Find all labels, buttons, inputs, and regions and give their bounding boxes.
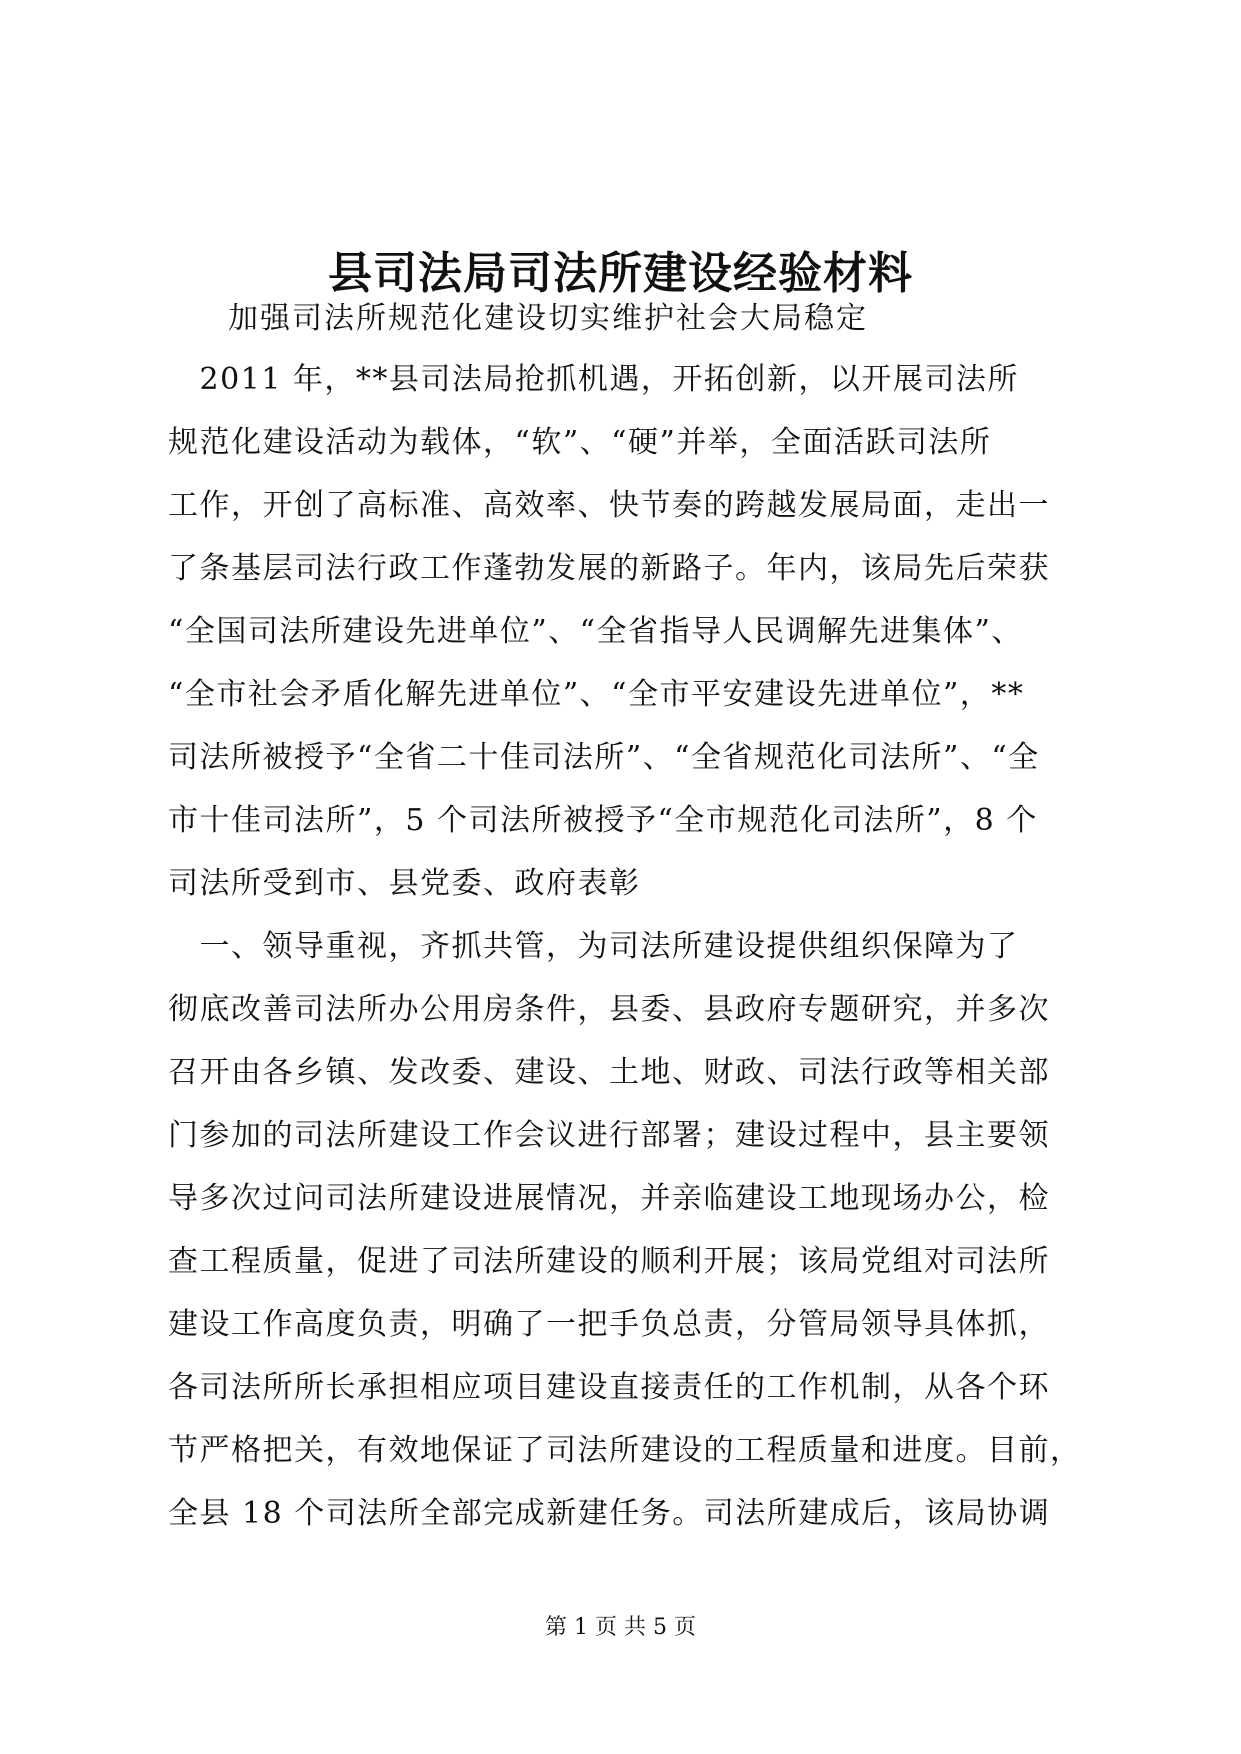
body-line: 全县 18 个司法所全部完成新建任务。司法所建成后，该局协调 (168, 1496, 1051, 1531)
body-line: 工作，开创了高标准、高效率、快节奏的跨越发展局面，走出一 (168, 488, 1050, 523)
page-number: 第 1 页 共 5 页 (545, 1615, 696, 1640)
body-line: “全市社会矛盾化解先进单位”、“全市平安建设先进单位”，** (168, 677, 1025, 712)
body-line: 召开由各乡镇、发改委、建设、土地、财政、司法行政等相关部 (168, 1055, 1050, 1090)
body-line: 各司法所所长承担相应项目建设直接责任的工作机制，从各个环 (168, 1370, 1050, 1405)
body-line: 规范化建设活动为载体，“软”、“硬”并举，全面活跃司法所 (168, 425, 992, 460)
body-line: “全国司法所建设先进单位”、“全省指导人民调解先进集体”、 (168, 614, 1023, 649)
body-line: 司法所受到市、县党委、政府表彰 (168, 866, 641, 901)
body-line: 2011 年，**县司法局抢抓机遇，开拓创新，以开展司法所 (168, 362, 1019, 397)
body-line: 司法所被授予“全省二十佳司法所”、“全省规范化司法所”、“全 (168, 740, 1040, 775)
body-line: 彻底改善司法所办公用房条件，县委、县政府专题研究，并多次 (168, 992, 1050, 1027)
body-line: 市十佳司法所”，5 个司法所被授予“全市规范化司法所”，8 个 (168, 803, 1038, 838)
body-line: 查工程质量，促进了司法所建设的顺利开展；该局党组对司法所 (168, 1244, 1050, 1279)
body-line: 节严格把关，有效地保证了司法所建设的工程质量和进度。目前， (168, 1433, 1082, 1468)
body-line: 了条基层司法行政工作蓬勃发展的新路子。年内，该局先后荣获 (168, 551, 1050, 586)
body-line: 导多次过问司法所建设进展情况，并亲临建设工地现场办公，检 (168, 1181, 1050, 1216)
body-line: 建设工作高度负责，明确了一把手负总责，分管局领导具体抓， (168, 1307, 1050, 1342)
document-title: 县司法局司法所建设经验材料 (328, 248, 913, 300)
body-line: 门参加的司法所建设工作会议进行部署；建设过程中，县主要领 (168, 1118, 1050, 1153)
body-line: 一、领导重视，齐抓共管，为司法所建设提供组织保障为了 (168, 929, 1019, 964)
document-subtitle: 加强司法所规范化建设切实维护社会大局稳定 (228, 301, 868, 336)
